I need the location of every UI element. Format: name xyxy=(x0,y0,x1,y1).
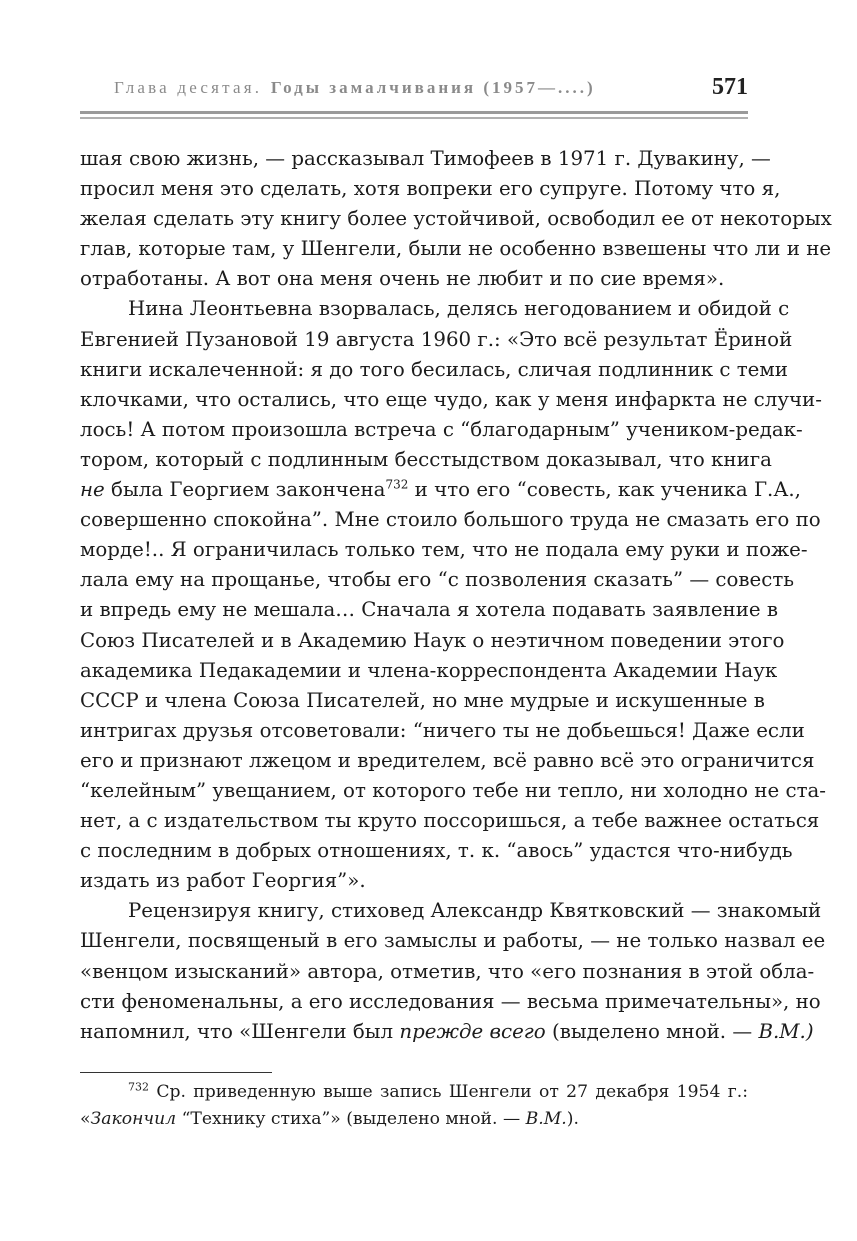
text-fragment: и что его “совесть, как ученика Г.А., xyxy=(408,478,801,502)
header-rule-top xyxy=(80,111,748,114)
emphasis: прежде всего xyxy=(399,1019,546,1043)
text-line: клочками, что остались, что еще чудо, как у меня инфаркта не случи- xyxy=(80,387,822,411)
paragraph-1 xyxy=(80,144,832,294)
text-line: отработаны. А вот она меня очень не любит и по сие время». xyxy=(80,267,725,291)
text-line: «венцом изысканий» автора, отметив, что «его познания в этой обла- xyxy=(80,959,815,983)
text-line: “келейным” увещанием, от которого тебе ни тепло, ни холодно не ста- xyxy=(80,778,826,802)
footnote-ref-732[interactable]: 732 xyxy=(385,477,409,492)
text-line: лала ему на прощанье, чтобы его “с позволения сказать” — совесть xyxy=(80,568,795,592)
text-line: Рецензируя книгу, стиховед Александр Квятковский — знакомый xyxy=(128,899,822,923)
text-line xyxy=(80,1017,814,1047)
paragraph-3 xyxy=(80,896,826,1046)
text-fragment: ). xyxy=(566,1109,579,1129)
text-line: его и признают лжецом и вредителем, всё равно всё это ограничится xyxy=(80,748,815,772)
text-fragment: “Технику стиха”» (выделено мной. — xyxy=(176,1109,526,1129)
text-line: академика Педакадемии и члена-корреспондента Академии Наук xyxy=(80,658,778,682)
text-line: шая свою жизнь, — рассказывал Тимофеев в 1971 г. Дувакину, — xyxy=(80,147,771,170)
page-number: 571 xyxy=(712,74,748,100)
emphasis: В.М.) xyxy=(758,1019,814,1043)
emphasis: Закончил xyxy=(90,1109,177,1129)
footnote-line xyxy=(80,1106,748,1133)
text-line: лось! А потом произошла встреча с “благодарным” учеником-редак- xyxy=(80,417,803,441)
text-line: с последним в добрых отношениях, т. к. “авось” удастся что-нибудь xyxy=(80,839,793,863)
footnote-line xyxy=(80,1079,748,1106)
text-fragment: (выделено мной. — xyxy=(545,1019,759,1043)
footnote-number: 732 xyxy=(128,1080,149,1094)
text-line: нет, а с издательством ты круто поссоришься, а тебе важнее остаться xyxy=(80,809,820,833)
text-line: сти феноменальны, а его исследования — весьма примечательны», но xyxy=(80,989,821,1013)
text-line: Нина Леонтьевна взорвалась, делясь негодованием и обидой с xyxy=(128,297,790,321)
text-line: морде!.. Я ограничилась только тем, что не подала ему руки и поже- xyxy=(80,538,808,562)
running-head-text xyxy=(114,78,596,98)
text-line xyxy=(80,475,801,505)
paragraph-2 xyxy=(80,294,826,896)
text-line: СССР и члена Союза Писателей, но мне мудрые и искушенные в xyxy=(80,688,765,712)
text-line: тором, который с подлинным бесстыдством доказывал, что книга xyxy=(80,447,772,471)
text-line: глав, которые там, у Шенгели, были не особенно взвешены что ли и не xyxy=(80,237,832,261)
text-fragment: « xyxy=(80,1109,91,1129)
emphasis: В.М. xyxy=(525,1109,567,1129)
footnote-rule xyxy=(80,1072,272,1073)
text-line: Союз Писателей и в Академию Наук о неэтичном поведении этого xyxy=(80,628,785,652)
text-line: Евгенией Пузановой 19 августа 1960 г.: «Это всё результат Ёриной xyxy=(80,327,793,351)
text-fragment: Ср. приведенную выше запись Шенгели от 27 декабря 1954 г.: xyxy=(149,1082,748,1102)
text-line: и впредь ему не мешала… Сначала я хотела подавать заявление в xyxy=(80,598,779,622)
text-line: издать из работ Георгия”». xyxy=(80,869,366,893)
body-text xyxy=(80,144,832,1047)
header-rule-bottom xyxy=(80,117,748,119)
text-line: интригах друзья отсоветовали: “ничего ты не добьешься! Даже если xyxy=(80,718,805,742)
text-fragment: была Георгием закончена xyxy=(104,478,386,502)
text-line: книги искалеченной: я до того бесилась, сличая подлинник с теми xyxy=(80,357,788,381)
emphasis: не xyxy=(80,478,105,502)
footnote-732 xyxy=(80,1079,748,1133)
chapter-title: Годы замалчивания (1957—....) xyxy=(270,78,596,97)
chapter-label: Глава десятая. xyxy=(114,78,263,97)
text-line: просил меня это сделать, хотя вопреки его супруге. Потому что я, xyxy=(80,177,781,201)
text-line: Шенгели, посвященый в его замыслы и работы, — не только назвал ее xyxy=(80,929,826,953)
running-header xyxy=(80,72,748,104)
text-line: желая сделать эту книгу более устойчивой, освободил ее от некоторых xyxy=(80,207,832,231)
text-line: совершенно спокойна”. Мне стоило большого труда не смазать его по xyxy=(80,508,821,532)
text-fragment: напомнил, что «Шенгели был xyxy=(80,1019,400,1043)
